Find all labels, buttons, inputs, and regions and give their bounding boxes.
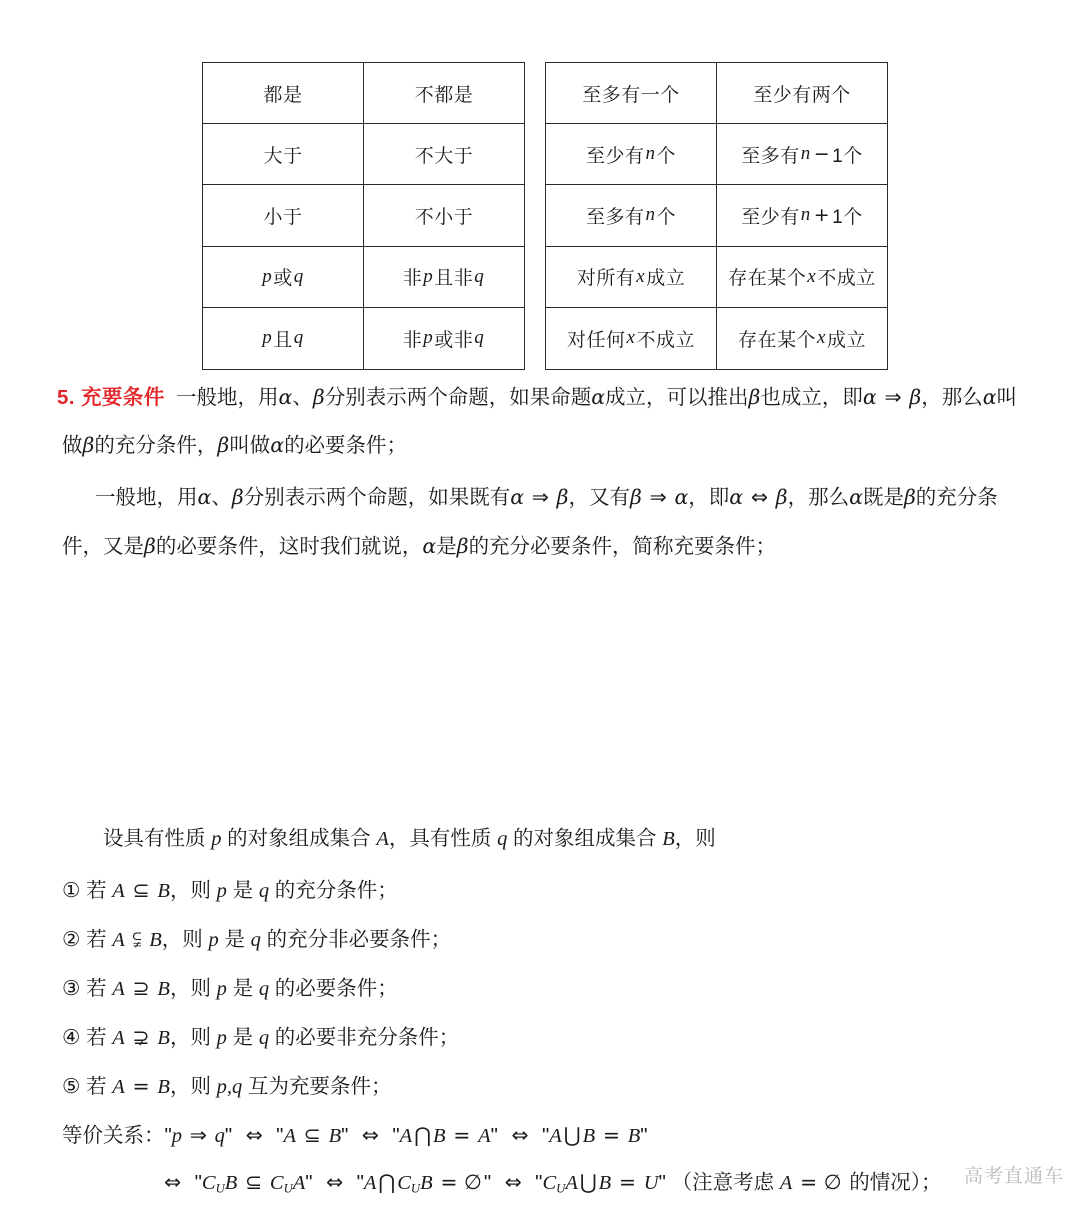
list-item: [62, 1076, 391, 1098]
equivalence-relations-line1: 等价关系："p ⇒ q" ⇔ "A ⊆ B" ⇔ "A⋂B = A" ⇔ "A⋃B = B": [62, 1123, 648, 1147]
section5-para2-line1: 一般地，用α、β分别表示两个命题，如果既有α ⇒ β，又有β ⇒ α，即α ⇔ β，那么α既是β的充分条: [95, 485, 998, 509]
table-cell-statement: 小于: [263, 206, 303, 228]
set-section-intro: 设具有性质 p 的对象组成集合 A，具有性质 q 的对象组成集合 B，则: [103, 827, 716, 850]
list-item-text: 若 A ⊆ B，则 p 是 q 的充分条件；: [86, 878, 398, 902]
table-cell-negation: 不都是: [363, 63, 524, 123]
table-cell-statement: p 或 q: [262, 265, 304, 290]
table-row: [203, 247, 524, 308]
section5-para2-line2: 件，又是β的必要条件，这时我们就说，α是β的充分必要条件，简称充要条件；: [62, 534, 777, 558]
list-item-marker: ③: [62, 977, 81, 1000]
table-row: [546, 308, 887, 369]
table-row: [203, 63, 524, 124]
table-row: [203, 308, 524, 369]
list-item-text: 若 A ⫋ B，则 p 是 q 的充分非必要条件；: [86, 927, 452, 951]
table-cell-statement: p 且 q: [262, 327, 304, 351]
table-row: [546, 247, 887, 308]
list-item-text: 若 A = B，则 p,q 互为充要条件；: [86, 1074, 392, 1098]
section5-number-label: 5. 充要条件: [57, 386, 165, 409]
table-row: [546, 124, 887, 185]
watermark: 高考直通车: [963, 1166, 1064, 1187]
table-cell-negation: 至少有 n + 1个: [716, 185, 887, 245]
section5-para1-line2: 做β的充分条件，β叫做α的必要条件；: [62, 433, 408, 457]
table-cell-negation: 至少有两个: [716, 63, 887, 123]
list-item: [62, 1027, 459, 1049]
table-cell-statement: 大于: [263, 145, 303, 167]
list-item-marker: ①: [62, 879, 81, 902]
list-item: [62, 929, 451, 951]
equivalence-relations-line2: ⇔ "$C_UB$ ⊆ $C_UA$" ⇔ "$A⋂C_UB$ = ∅" ⇔ "$C_UA⋃B = U$" （注意考虑 A = ∅ 的情况）；: [164, 1170, 942, 1196]
table-cell-negation: 不小于: [363, 185, 524, 245]
table-row: [203, 124, 524, 185]
list-item-marker: ④: [62, 1026, 81, 1049]
table-cell-statement: 至多有一个: [582, 84, 680, 106]
list-item: [62, 978, 398, 1000]
table-cell-statement: 至多有 n 个: [585, 204, 677, 228]
table-cell-negation: 存在某个 x 成立: [716, 308, 887, 369]
negation-table-left-half: [202, 62, 525, 370]
table-cell-negation: 不大于: [363, 124, 524, 184]
section5-heading-line: [57, 387, 1017, 409]
table-cell-negation: 非 p 或非 q: [363, 308, 524, 369]
table-cell-negation: 非 p 且非 q: [363, 247, 524, 307]
table-row: [546, 63, 887, 124]
list-item-text: 若 A ⊋ B，则 p 是 q 的必要非充分条件；: [86, 1025, 460, 1049]
list-item-text: 若 A ⊇ B，则 p 是 q 的必要条件；: [86, 976, 398, 1000]
table-row: [546, 185, 887, 246]
table-row: [203, 185, 524, 246]
section5-para1-line1: 一般地，用α、β分别表示两个命题，如果命题α成立，可以推出β也成立，即α ⇒ β，那么α叫: [176, 385, 1018, 409]
table-cell-statement: 至少有 n 个: [585, 143, 677, 167]
negation-table: [202, 62, 888, 370]
list-item-marker: ⑤: [62, 1075, 81, 1098]
table-cell-negation: 至多有 n − 1个: [716, 124, 887, 184]
negation-table-right-half: [545, 62, 888, 370]
table-cell-statement: 对任何 x 不成立: [567, 327, 695, 351]
list-item-marker: ②: [62, 928, 81, 951]
table-cell-negation: 存在某个 x 不成立: [716, 247, 887, 307]
table-cell-statement: 对所有 x 成立: [576, 265, 686, 290]
list-item: [62, 880, 398, 902]
table-gutter: [525, 62, 545, 370]
table-cell-statement: 都是: [263, 84, 303, 106]
